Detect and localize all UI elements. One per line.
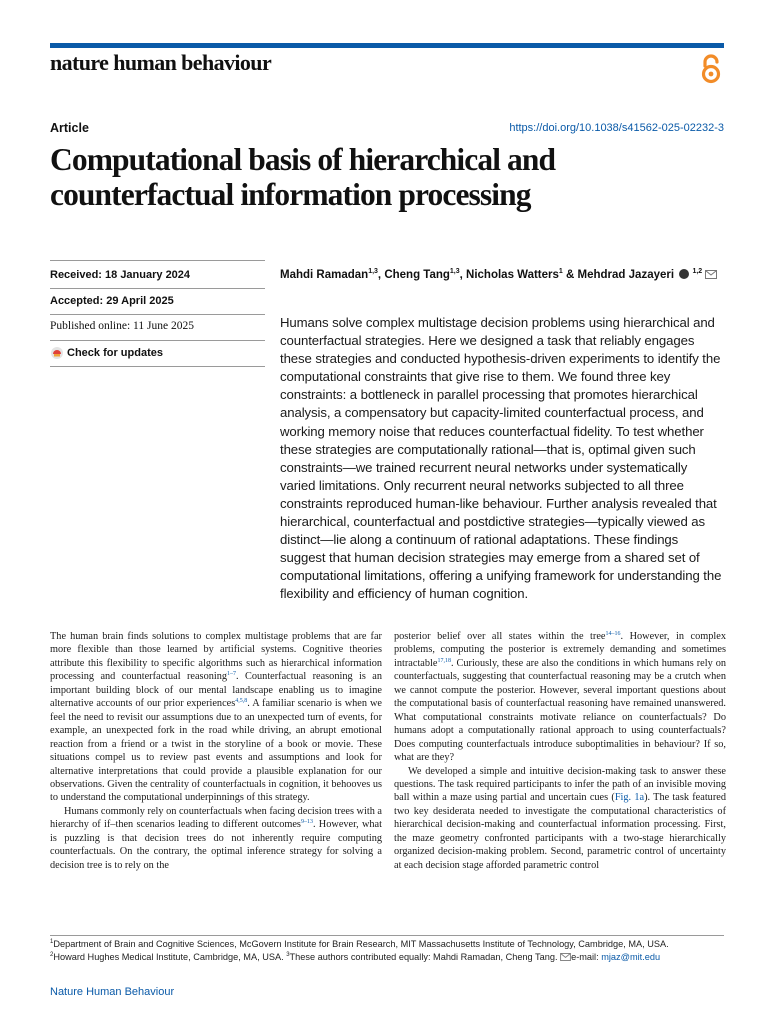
header-rule <box>50 43 724 48</box>
body-paragraph: The human brain finds solutions to complex multistage problems that are far more flexible than those learned by artificial systems. Cognitive theories attribute this flexibility to specific algorithms such as hierarchical information processing and counterfactual reasoning$^{1-7}$. Counterfactual reasoning is an important building block of our mental landscape enabling us to imagine alternative accounts of our prior experiences$^{4,5,8}$. A familiar scenario is when we feel the need to revisit our assumptions due to an unexpected turn of events, for example, an unexpected fork in the road while driving, an abrupt emotional reaction from a friend or a twist in the storyline of a book or movie. These situations compel us to review past events and assumptions and look for alternative interpretations that could provide a plausible explanation for our observations. Given the centrality of counterfactuals in cognition, it behooves us to understand the computational underpinnings of this strategy. <box>50 631 383 804</box>
author-affiliation: 1,2 <box>692 268 703 275</box>
affiliation-footnote: $^2$Howard Hughes Medical Institute, Cambridge, MA, USA. $^3$These authors contributed equally: Mahdi Ramadan, Cheng Tang. e-mail: mjaz@mit.edu <box>50 952 661 963</box>
meta-rule-3 <box>50 340 265 341</box>
citation-link[interactable]: 4,5,8 <box>235 698 248 705</box>
published-date: Published online: 11 June 2025 <box>50 320 194 332</box>
meta-rule-2 <box>50 314 265 315</box>
orcid-icon[interactable] <box>679 269 689 279</box>
check-for-updates-button[interactable] <box>50 346 265 360</box>
citation-link[interactable]: 14–16 <box>605 631 621 637</box>
article-type-label: Article <box>50 121 89 135</box>
citation-link[interactable]: 9–13 <box>300 819 313 826</box>
figure-link[interactable]: Fig. 1a <box>614 792 645 804</box>
author-affiliation: 1 <box>558 268 563 275</box>
citation-link[interactable]: 1–7 <box>227 671 237 678</box>
body-column-left <box>50 630 382 872</box>
author-separator: & <box>562 268 578 281</box>
author-name[interactable]: Mahdi Ramadan <box>280 268 369 281</box>
journal-name[interactable]: nature human behaviour <box>50 50 272 75</box>
body-paragraph: We developed a simple and intuitive decision-making task to answer these questions. The task required participants to infer the path of an invisible moving ball within a maze using partial and uncertain cues (Fig. 1a). The task featured two key desiderata needed to investigate the computational characteristics of hierarchical decision-making and counterfactual information processing. First, the maze geometry confronted participants with a two-stage hierarchically organized decision-making problem. Second, parametric control of uncertainty at each decision stage afforded parametric control <box>394 765 726 871</box>
author-list <box>280 268 730 281</box>
check-for-updates-label: Check for updates <box>67 347 163 359</box>
author-affiliation: 1,3 <box>368 268 378 275</box>
meta-rule-bottom <box>50 366 265 367</box>
author-affiliation: 1,3 <box>449 268 460 275</box>
meta-rule-top <box>50 260 265 261</box>
title-line-2: counterfactual information processing <box>50 177 531 212</box>
author-name[interactable]: Mehdrad Jazayeri <box>577 268 675 281</box>
email-link[interactable]: mjaz@mit.edu <box>601 952 661 963</box>
received-date: Received: 18 January 2024 <box>50 269 191 281</box>
citation-link[interactable]: 17,18 <box>437 657 451 664</box>
mail-icon <box>560 953 571 961</box>
meta-rule-1 <box>50 288 265 289</box>
abstract: Humans solve complex multistage decision problems using hierarchical and counterfactual strategies. Here we designed a task that reliably engages these strategies and conducted hypothesis-driven experiments to identify the computational constraints that give rise to them. We found three key constraints: a bottleneck in parallel processing that promotes hierarchical analysis, a compensatory but capacity-limited counterfactual process, and working memory noise that reduces counterfactual fidelity. To test whether these strategies are computationally rational—that is, optimal given such constraints—we trained recurrent neural networks under systematically varied limitations. Only recurrent neural networks subjected to all three constraints reproduced human-like behaviour. Further analysis revealed that hierarchical, counterfactual and postdictive strategies—typically viewed as distinct—lie along a continuum of rational adaptations. These findings suggest that human decision strategies may emerge from a shared set of computational limitations, offering a unifying framework for understanding the flexibility and efficiency of human cognition. <box>280 315 722 602</box>
body-paragraph: Humans commonly rely on counterfactuals when facing decision trees with a hierarchy of if–then scenarios leading to different outcomes$^{9-13}$. However, what is puzzling is that decision trees do not inherently require computing counterfactuals. On the contrary, the optimal inference strategy for solving a decision tree is to rely on the <box>50 805 382 871</box>
author-name[interactable]: Cheng Tang <box>384 268 450 281</box>
accepted-date: Accepted: 29 April 2025 <box>50 295 174 307</box>
body-column-right <box>394 630 726 872</box>
article-title <box>50 142 740 212</box>
footnote-rule <box>50 935 724 936</box>
email-label: e-mail: <box>571 952 599 963</box>
author-name[interactable]: Nicholas Watters <box>466 268 559 281</box>
author-separator: , <box>377 268 385 281</box>
body-paragraph: posterior belief over all states within the tree$^{14-16}$. However, in complex problems, computing the posterior is extremely demanding and sometimes intractable$^{17,18}$. Curiously, these are also the conditions in which humans rely on counterfactuals, suggesting that counterfactual reasoning may be a crutch when we cannot compute the posterior. However, several important questions about the computational basis of counterfactual reasoning have remained unanswered. What computational constraints motivate reliance on counterfactuals? Do humans adopt a computationally rational approach to using counterfactuals? Does computing counterfactuals introduce suboptimalities in behaviour? If so, what are they? <box>394 631 726 764</box>
check-for-updates-icon <box>50 346 64 360</box>
open-access-icon <box>697 53 725 85</box>
author-separator: , <box>459 268 467 281</box>
affiliation-footnote: $^1$Department of Brain and Cognitive Sciences, McGovern Institute for Brain Research, MIT Massachusetts Institute of Technology, Cambridge, MA, USA. <box>50 939 669 950</box>
title-line-1: Computational basis of hierarchical and <box>50 142 556 177</box>
doi-link[interactable]: https://doi.org/10.1038/s41562-025-02232-3 <box>509 122 724 134</box>
footer-journal-name[interactable]: Nature Human Behaviour <box>50 986 175 998</box>
mail-icon[interactable] <box>705 270 717 279</box>
